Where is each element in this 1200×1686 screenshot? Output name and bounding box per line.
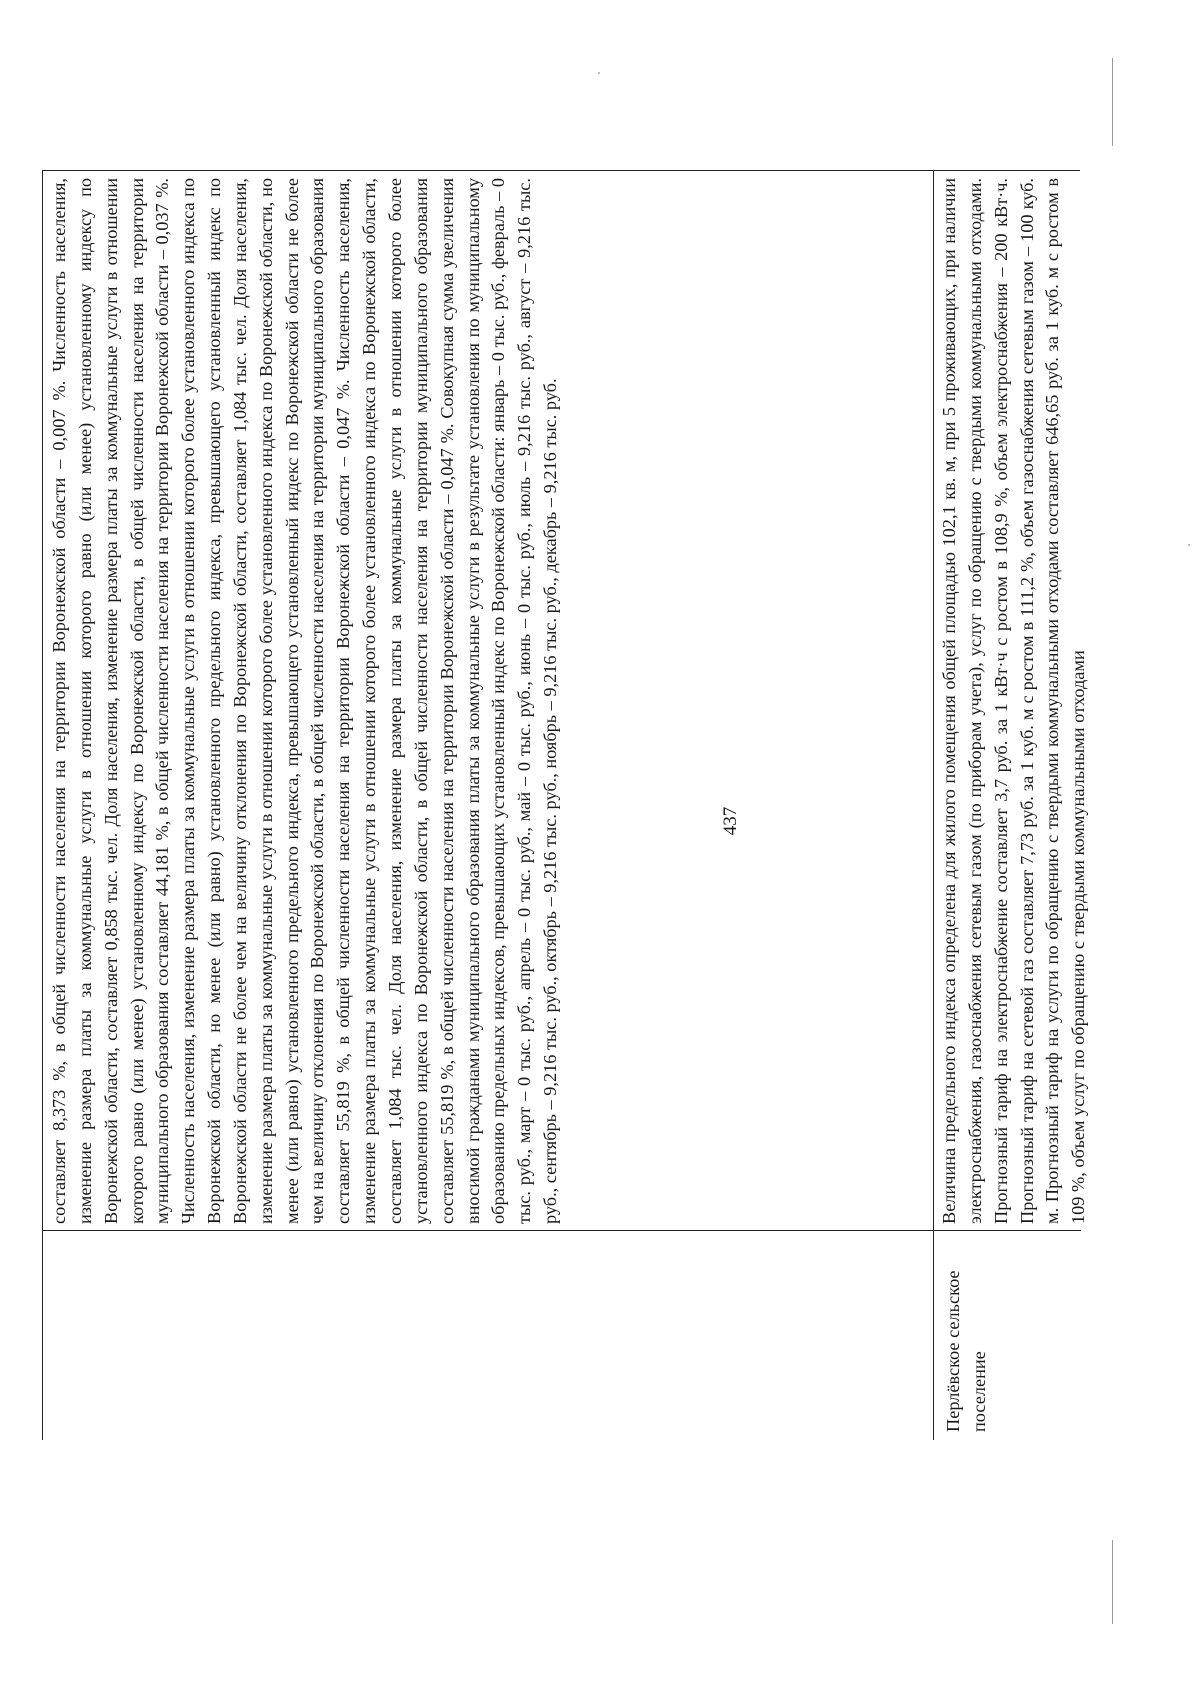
table-first-column	[43, 1230, 1081, 1440]
table-cell-text-continued: составляет 8,373 %, в общей численности населения на территории Воронежской области – 0,007 %. Численность населения, изменение размера платы за коммунальные услуги в отношении которого равно (или менее) установленному индексу по Воронежской области, составляет 0,858 тыс. чел. Доля населения, изменение размера платы за коммунальные услуги в отношении которого равно (или менее) установленному индексу по Воронежской области, в общей численности населения на территории муниципального образования составляет 44,181 %, в общей численности населения на территории Воронежской области – 0,037 %. Численность населения, изменение размера платы за коммунальные услуги в отношении которого более установленного индекса по Воронежской области, но менее (или равно) установленного предельного индекса, превышающего установленный индекс по Воронежской области не более чем на величину отклонения по Воронежской области, составляет 1,084 тыс. чел. Доля населения, изменение размера платы за коммунальные услуги в отношении которого более установленного индекса по Воронежской области, но менее (или равно) установленного предельного индекса, превышающего установленный индекс по Воронежской области не более чем на величину отклонения по Воронежской области, в общей численности населения на территории муниципального образования составляет 55,819 %, в общей численности населения на территории Воронежской области – 0,047 %. Численность населения, изменение размера платы за коммунальные услуги в отношении которого более установленного индекса по Воронежской области, составляет 1,084 тыс. чел. Доля населения, изменение размера платы за коммунальные услуги в отношении которого более установленного индекса по Воронежской области, в общей численности населения на территории муниципального образования составляет 55,819 %, в общей численности населения на территории Воронежской области – 0,047 %. Совокупная сумма увеличения вносимой гражданами муниципального образования платы за коммунальные услуги в результате установления по муниципальному образованию предельных индексов, превышающих установленный индекс по Воронежской области: январь – 0 тыс. руб., февраль – 0 тыс. руб., март – 0 тыс. руб., апрель – 0 тыс. руб., май – 0 тыс. руб., июнь – 0 тыс. руб., июль – 9,216 тыс. руб., август – 9,216 тыс. руб., сентябрь – 9,216 тыс. руб., октябрь – 9,216 тыс. руб., ноябрь – 9,216 тыс. руб., декабрь – 9,216 тыс. руб.	[49, 178, 561, 1224]
table-row-label-perlevskoe: Перлёвское сельское поселение	[943, 1270, 989, 1432]
scan-speck	[598, 72, 600, 74]
table-row-divider	[933, 171, 934, 1440]
table-cell-text-perlevskoe: Величина предельного индекса определена для жилого помещения общей площадью 102,1 кв. м, при 5 проживающих, при наличии электроснабжения, газоснабжения сетевым газом (по приборам учета), услуг по обращению с твердыми коммунальными отходами. Прогнозный тариф на электроснабжение составляет 3,7 руб. за 1 кВт·ч с ростом в 108,9 %, объем электроснабжения – 200 кВт·ч. Прогнозный тариф на сетевой газ составляет 7,73 руб. за 1 куб. м с ростом в 111,2 %, объем газоснабжения сетевым газом – 100 куб. м. Прогнозный тариф на услуги по обращению с твердыми коммунальными отходами составляет 646,65 руб. за 1 куб. м с ростом в 109 %, объем услуг по обращению с твердыми коммунальными отходами	[939, 178, 1089, 1224]
scan-speck	[1188, 544, 1190, 546]
margin-mark-left	[1112, 1540, 1113, 1624]
margin-mark-right	[1112, 58, 1113, 146]
document-table	[42, 170, 1089, 1440]
page-number: 437	[720, 806, 741, 836]
